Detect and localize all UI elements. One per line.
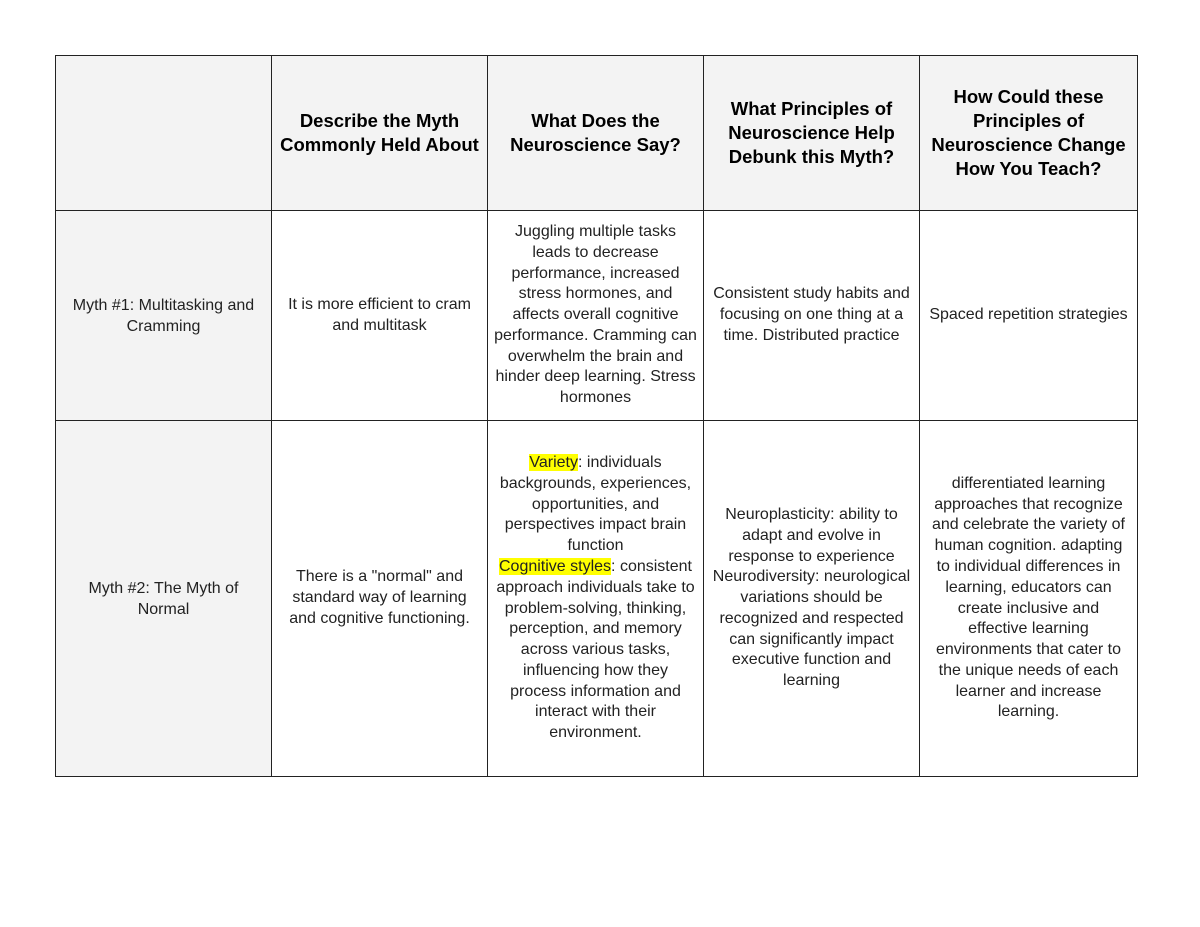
table-row [56,421,1138,777]
cell-teach-myth-2: differentiated learning approaches that recognize and celebrate the variety of human cognition. adapting to individual differences in learning, educators can create inclusive and effective learning environments that cater to the unique needs of each learner and increase learning. [920,421,1138,777]
cell-describe-myth-2: There is a "normal" and standard way of learning and cognitive functioning. [272,421,488,777]
header-change-teaching: How Could these Principles of Neuroscience Change How You Teach? [920,56,1138,211]
cell-neuroscience-myth-2 [488,421,704,777]
cognitive-styles-text: : consistent approach individuals take to problem-solving, thinking, perception, and memory across various tasks, influencing how they process information and interact with their environment. [496,557,695,742]
header-neuroscience-says: What Does the Neuroscience Say? [488,56,704,211]
header-describe-myth: Describe the Myth Commonly Held About [272,56,488,211]
row-label-myth-2: Myth #2: The Myth of Normal [56,421,272,777]
principles-neuroplasticity: Neuroplasticity: ability to adapt and evolve in response to experience [725,505,898,565]
neuroscience-variety-paragraph [494,453,697,557]
neuroscience-cognitive-styles-paragraph [494,557,697,744]
principles-neurodiversity: Neurodiversity: neurological variations should be recognized and respected can significantly impact executive function and learning [712,568,911,690]
cell-describe-myth-1: It is more efficient to cram and multitask [272,211,488,421]
myth-table [55,55,1138,777]
header-principles-debunk: What Principles of Neuroscience Help Debunk this Myth? [704,56,920,211]
header-blank [56,56,272,211]
cell-principles-myth-1: Consistent study habits and focusing on one thing at a time. Distributed practice [704,211,920,421]
cell-principles-myth-2 [704,421,920,777]
variety-text: : individuals backgrounds, experiences, opportunities, and perspectives impact brain function [499,453,692,555]
cell-teach-myth-1: Spaced repetition strategies [920,211,1138,421]
header-row [56,56,1138,211]
highlight-cognitive-styles: Cognitive styles [499,557,612,575]
table-row [56,211,1138,421]
highlight-variety: Variety [529,453,578,471]
row-label-myth-1: Myth #1: Multitasking and Cramming [56,211,272,421]
cell-neuroscience-myth-1: Juggling multiple tasks leads to decrease performance, increased stress hormones, and affects overall cognitive performance. Cramming can overwhelm the brain and hinder deep learning. Stress hormones [488,211,704,421]
